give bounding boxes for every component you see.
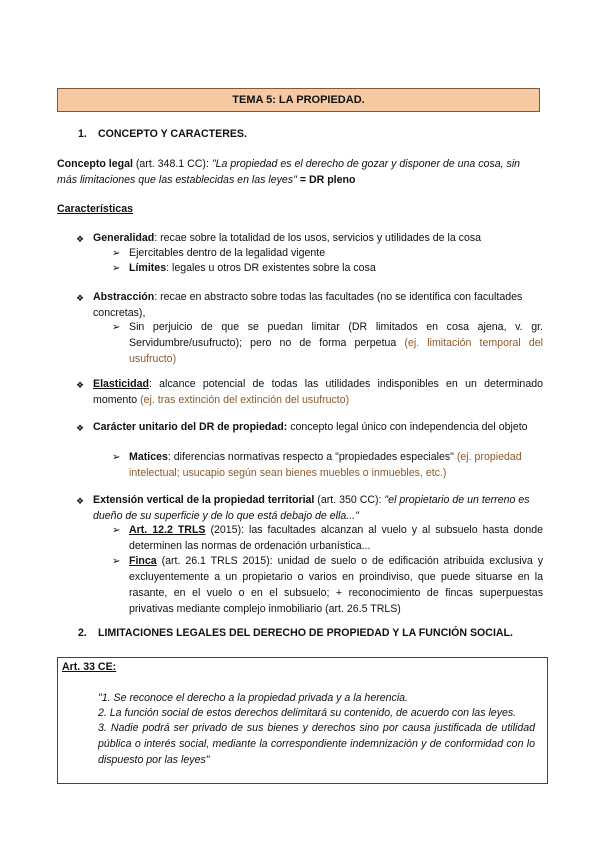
extension-sub2 (129, 554, 543, 618)
elasticidad-text: : alcance potencial de todas las utilidades indisponibles en un determinado momento (93, 378, 543, 406)
diamond-bullet-icon: ❖ (76, 496, 85, 506)
page-title: TEMA 5: LA PROPIEDAD. (57, 88, 540, 112)
extension-sub1 (129, 523, 543, 555)
concepto-label: Concepto legal (57, 158, 133, 170)
section-1-heading (78, 127, 247, 143)
unitario-label: Carácter unitario del DR de propiedad: (93, 421, 288, 433)
elasticidad-label: Elasticidad (93, 378, 149, 390)
section-2-title: LIMITACIONES LEGALES DEL DERECHO DE PROPIEDAD Y LA FUNCIÓN SOCIAL. (98, 627, 513, 639)
abstraccion-text: : recae en abstracto sobre todas las facultades (no se identifica con facultades concretas), (93, 291, 523, 319)
arrow-bullet-icon: ➢ (112, 556, 121, 567)
article-title: Art. 33 CE: (62, 661, 117, 673)
section-2-heading (78, 626, 513, 642)
trls-label: Art. 12.2 TRLS (129, 524, 206, 536)
abstraccion-item (93, 290, 543, 322)
extension-item (93, 493, 543, 525)
generalidad-text: : recae sobre la totalidad de los usos, servicios y utilidades de la cosa (154, 232, 482, 244)
matices-text: : diferencias normativas respecto a "propiedades especiales" (167, 451, 457, 463)
arrow-bullet-icon: ➢ (112, 525, 121, 536)
finca-label: Finca (129, 555, 157, 567)
concepto-result: = DR pleno (296, 173, 356, 186)
generalidad-label: Generalidad (93, 232, 155, 244)
generalidad-sub2 (129, 261, 376, 277)
generalidad-sub1: Ejercitables dentro de la legalidad vigente (129, 247, 326, 259)
article-line-1: "1. Se reconoce el derecho a la propiedad privada y a la herencia. (98, 692, 409, 704)
limites-label: Límites (129, 262, 167, 274)
diamond-bullet-icon: ❖ (76, 380, 85, 390)
concepto-legal-paragraph (57, 157, 543, 189)
extension-ref: (art. 350 CC): (314, 494, 385, 506)
abstraccion-sub (129, 320, 543, 368)
finca-text: (art. 26.1 TRLS 2015): unidad de suelo o de edificación atribuida exclusiva y excluyentemente a un propietario o varios en proindiviso, que puede situarse en la rasante, en el vuelo o en el subsuelo; + reconocimiento de fincas superpuestas privativas mediante complejo inmobiliario (art. 26.5 TRLS) (129, 555, 543, 615)
unitario-sub (129, 450, 543, 482)
elasticidad-note: (ej. tras extinción del extinción del usufructo) (140, 393, 350, 406)
article-line-2: 2. La función social de estos derechos delimitará su contenido, de acuerdo con las leyes. (98, 707, 517, 719)
diamond-bullet-icon: ❖ (76, 293, 85, 303)
arrow-bullet-icon: ➢ (112, 322, 121, 333)
matices-label: Matices (129, 451, 168, 463)
elasticidad-item (93, 377, 543, 409)
limites-text: : legales u otros DR existentes sobre la cosa (166, 262, 376, 274)
abstraccion-sub-text: Sin perjuicio de que se puedan limitar (DR limitados en cosa ajena, v. gr. Servidumbre/usufructo); pero no de forma perpetua (129, 321, 543, 349)
section-2-number: 2. (78, 627, 87, 639)
section-1-number: 1. (78, 128, 87, 140)
unitario-item (93, 420, 543, 436)
extension-quote: "el propietario de un terreno es dueño de su superficie y de lo que está debajo de ella..." (93, 494, 530, 522)
extension-label: Extensión vertical de la propiedad territorial (93, 494, 315, 506)
abstraccion-label: Abstracción (93, 291, 155, 303)
arrow-bullet-icon: ➢ (112, 452, 121, 463)
matices-note: (ej. propiedad intelectual; usucapio según sean bienes muebles o inmuebles, etc.) (129, 451, 522, 479)
diamond-bullet-icon: ❖ (76, 423, 85, 433)
section-1-title: CONCEPTO Y CARACTERES. (98, 128, 247, 140)
unitario-text: concepto legal único con independencia del objeto (287, 421, 528, 433)
caracteristicas-heading: Características (57, 203, 133, 215)
concepto-quote: "La propiedad es el derecho de gozar y disponer de una cosa, sin más limitaciones que las establecidas en las leyes" (57, 158, 521, 186)
diamond-bullet-icon: ❖ (76, 234, 85, 244)
arrow-bullet-icon: ➢ (112, 248, 121, 259)
generalidad-item (93, 231, 543, 247)
article-line-3: 3. Nadie podrá ser privado de sus bienes y derechos sino por causa justificada de utilidad pública o interés social, mediante la correspondiente indemnización y de conformidad con lo dispuesto por las leyes" (98, 722, 535, 766)
trls-text: (2015): las facultades alcanzan al vuelo y al subsuelo hasta donde determinen las normas de ordenación urbanística... (129, 524, 543, 552)
abstraccion-sub-note: (ej. limitación temporal del usufructo) (129, 336, 543, 365)
arrow-bullet-icon: ➢ (112, 263, 121, 274)
concepto-ref: (art. 348.1 CC): (132, 158, 212, 170)
